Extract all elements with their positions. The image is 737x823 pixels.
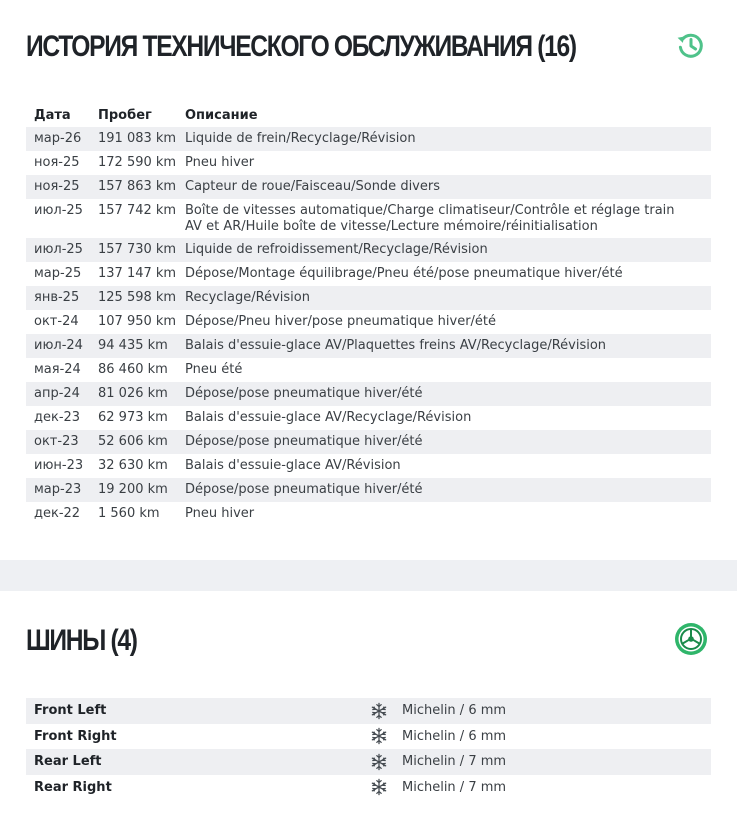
history-row (26, 127, 711, 151)
history-row-description: Pneu hiver (185, 506, 255, 521)
history-row-mileage: 107 950 km (98, 314, 177, 329)
history-row-description: Liquide de frein/Recyclage/Révision (185, 131, 416, 146)
history-row (26, 238, 711, 262)
history-row-mileage: 52 606 km (98, 434, 168, 449)
history-row-description: Balais d'essuie-glace AV/Recyclage/Révision (185, 410, 472, 425)
history-row-mileage: 172 590 km (98, 155, 177, 170)
history-row (26, 382, 711, 406)
history-row-date: июл-25 (34, 203, 83, 218)
history-row-mileage: 62 973 km (98, 410, 168, 425)
history-row-date: окт-23 (34, 434, 79, 449)
history-row (26, 478, 711, 502)
history-row-date: дек-22 (34, 506, 81, 521)
history-row-mileage: 157 730 km (98, 242, 177, 257)
history-row-description: Balais d'essuie-glace AV/Révision (185, 458, 401, 473)
history-row-mileage: 81 026 km (98, 386, 168, 401)
history-row-mileage: 32 630 km (98, 458, 168, 473)
history-row (26, 262, 711, 286)
history-row (26, 502, 711, 526)
tires-section-title: ШИНЫ (4) (26, 624, 137, 657)
history-row-description: Pneu hiver (185, 155, 255, 170)
history-row-date: июл-24 (34, 338, 83, 353)
history-row-mileage: 1 560 km (98, 506, 160, 521)
tire-row (26, 724, 711, 750)
history-row (26, 199, 711, 238)
column-header-description: Описание (185, 107, 258, 123)
history-row-mileage: 94 435 km (98, 338, 168, 353)
history-row-date: мар-25 (34, 266, 82, 281)
snowflake-icon (370, 702, 402, 720)
history-row (26, 406, 711, 430)
tire-position: Rear Left (34, 754, 102, 770)
history-row-date: мая-24 (34, 362, 81, 377)
wheel-icon[interactable] (674, 622, 708, 656)
tire-position: Rear Right (34, 779, 112, 795)
history-table (26, 103, 711, 526)
history-rows (26, 127, 711, 526)
history-row-description: Boîte de vitesses automatique/Charge climatiseur/Contrôle et réglage train AV et AR/Huile boîte de vitesse/Lecture mémoire/réinitialisation (185, 203, 675, 234)
history-row-description: Dépose/Pneu hiver/pose pneumatique hiver/été (185, 314, 497, 329)
history-row (26, 310, 711, 334)
section-divider (0, 560, 737, 591)
history-row-date: мар-23 (34, 482, 82, 497)
history-row-mileage: 86 460 km (98, 362, 168, 377)
column-header-date: Дата (34, 107, 71, 123)
tire-row (26, 775, 711, 801)
history-row (26, 151, 711, 175)
history-table-header (26, 103, 711, 127)
history-row (26, 286, 711, 310)
history-row-date: ноя-25 (34, 155, 80, 170)
history-row-mileage: 191 083 km (98, 131, 177, 146)
history-row (26, 454, 711, 478)
history-section-title: ИСТОРИЯ ТЕХНИЧЕСКОГО ОБСЛУЖИВАНИЯ (16) (26, 30, 576, 63)
history-row-description: Balais d'essuie-glace AV/Plaquettes freins AV/Recyclage/Révision (185, 338, 607, 353)
snowflake-icon (370, 753, 402, 771)
history-row-description: Recyclage/Révision (185, 290, 310, 305)
history-row (26, 430, 711, 454)
history-row (26, 334, 711, 358)
tire-position: Front Right (34, 728, 117, 744)
history-row-date: ноя-25 (34, 179, 80, 194)
history-row-mileage: 19 200 km (98, 482, 168, 497)
tire-spec: Michelin / 6 mm (402, 703, 507, 719)
history-row (26, 175, 711, 199)
tires-table (26, 698, 711, 800)
history-row-date: июл-25 (34, 242, 83, 257)
history-row-mileage: 157 863 km (98, 179, 177, 194)
tire-position: Front Left (34, 703, 107, 719)
history-row-mileage: 157 742 km (98, 203, 177, 218)
history-row-date: мар-26 (34, 131, 82, 146)
history-row-date: окт-24 (34, 314, 79, 329)
history-row-description: Dépose/Montage équilibrage/Pneu été/pose pneumatique hiver/été (185, 266, 623, 281)
history-row-description: Capteur de roue/Faisceau/Sonde divers (185, 179, 440, 194)
history-row-mileage: 125 598 km (98, 290, 177, 305)
snowflake-icon (370, 778, 402, 796)
tire-spec: Michelin / 7 mm (402, 779, 507, 795)
history-row-mileage: 137 147 km (98, 266, 177, 281)
history-row-description: Dépose/pose pneumatique hiver/été (185, 482, 423, 497)
history-row-date: янв-25 (34, 290, 80, 305)
tire-row (26, 698, 711, 724)
history-row-date: апр-24 (34, 386, 80, 401)
history-row-description: Dépose/pose pneumatique hiver/été (185, 434, 423, 449)
tire-spec: Michelin / 6 mm (402, 728, 507, 744)
history-row-date: июн-23 (34, 458, 84, 473)
tire-row (26, 749, 711, 775)
history-icon[interactable] (673, 28, 707, 62)
history-row (26, 358, 711, 382)
tire-spec: Michelin / 7 mm (402, 754, 507, 770)
history-row-description: Pneu été (185, 362, 243, 377)
snowflake-icon (370, 727, 402, 745)
history-row-date: дек-23 (34, 410, 81, 425)
history-row-description: Dépose/pose pneumatique hiver/été (185, 386, 423, 401)
column-header-mileage: Пробег (98, 107, 152, 123)
history-row-description: Liquide de refroidissement/Recyclage/Révision (185, 242, 488, 257)
